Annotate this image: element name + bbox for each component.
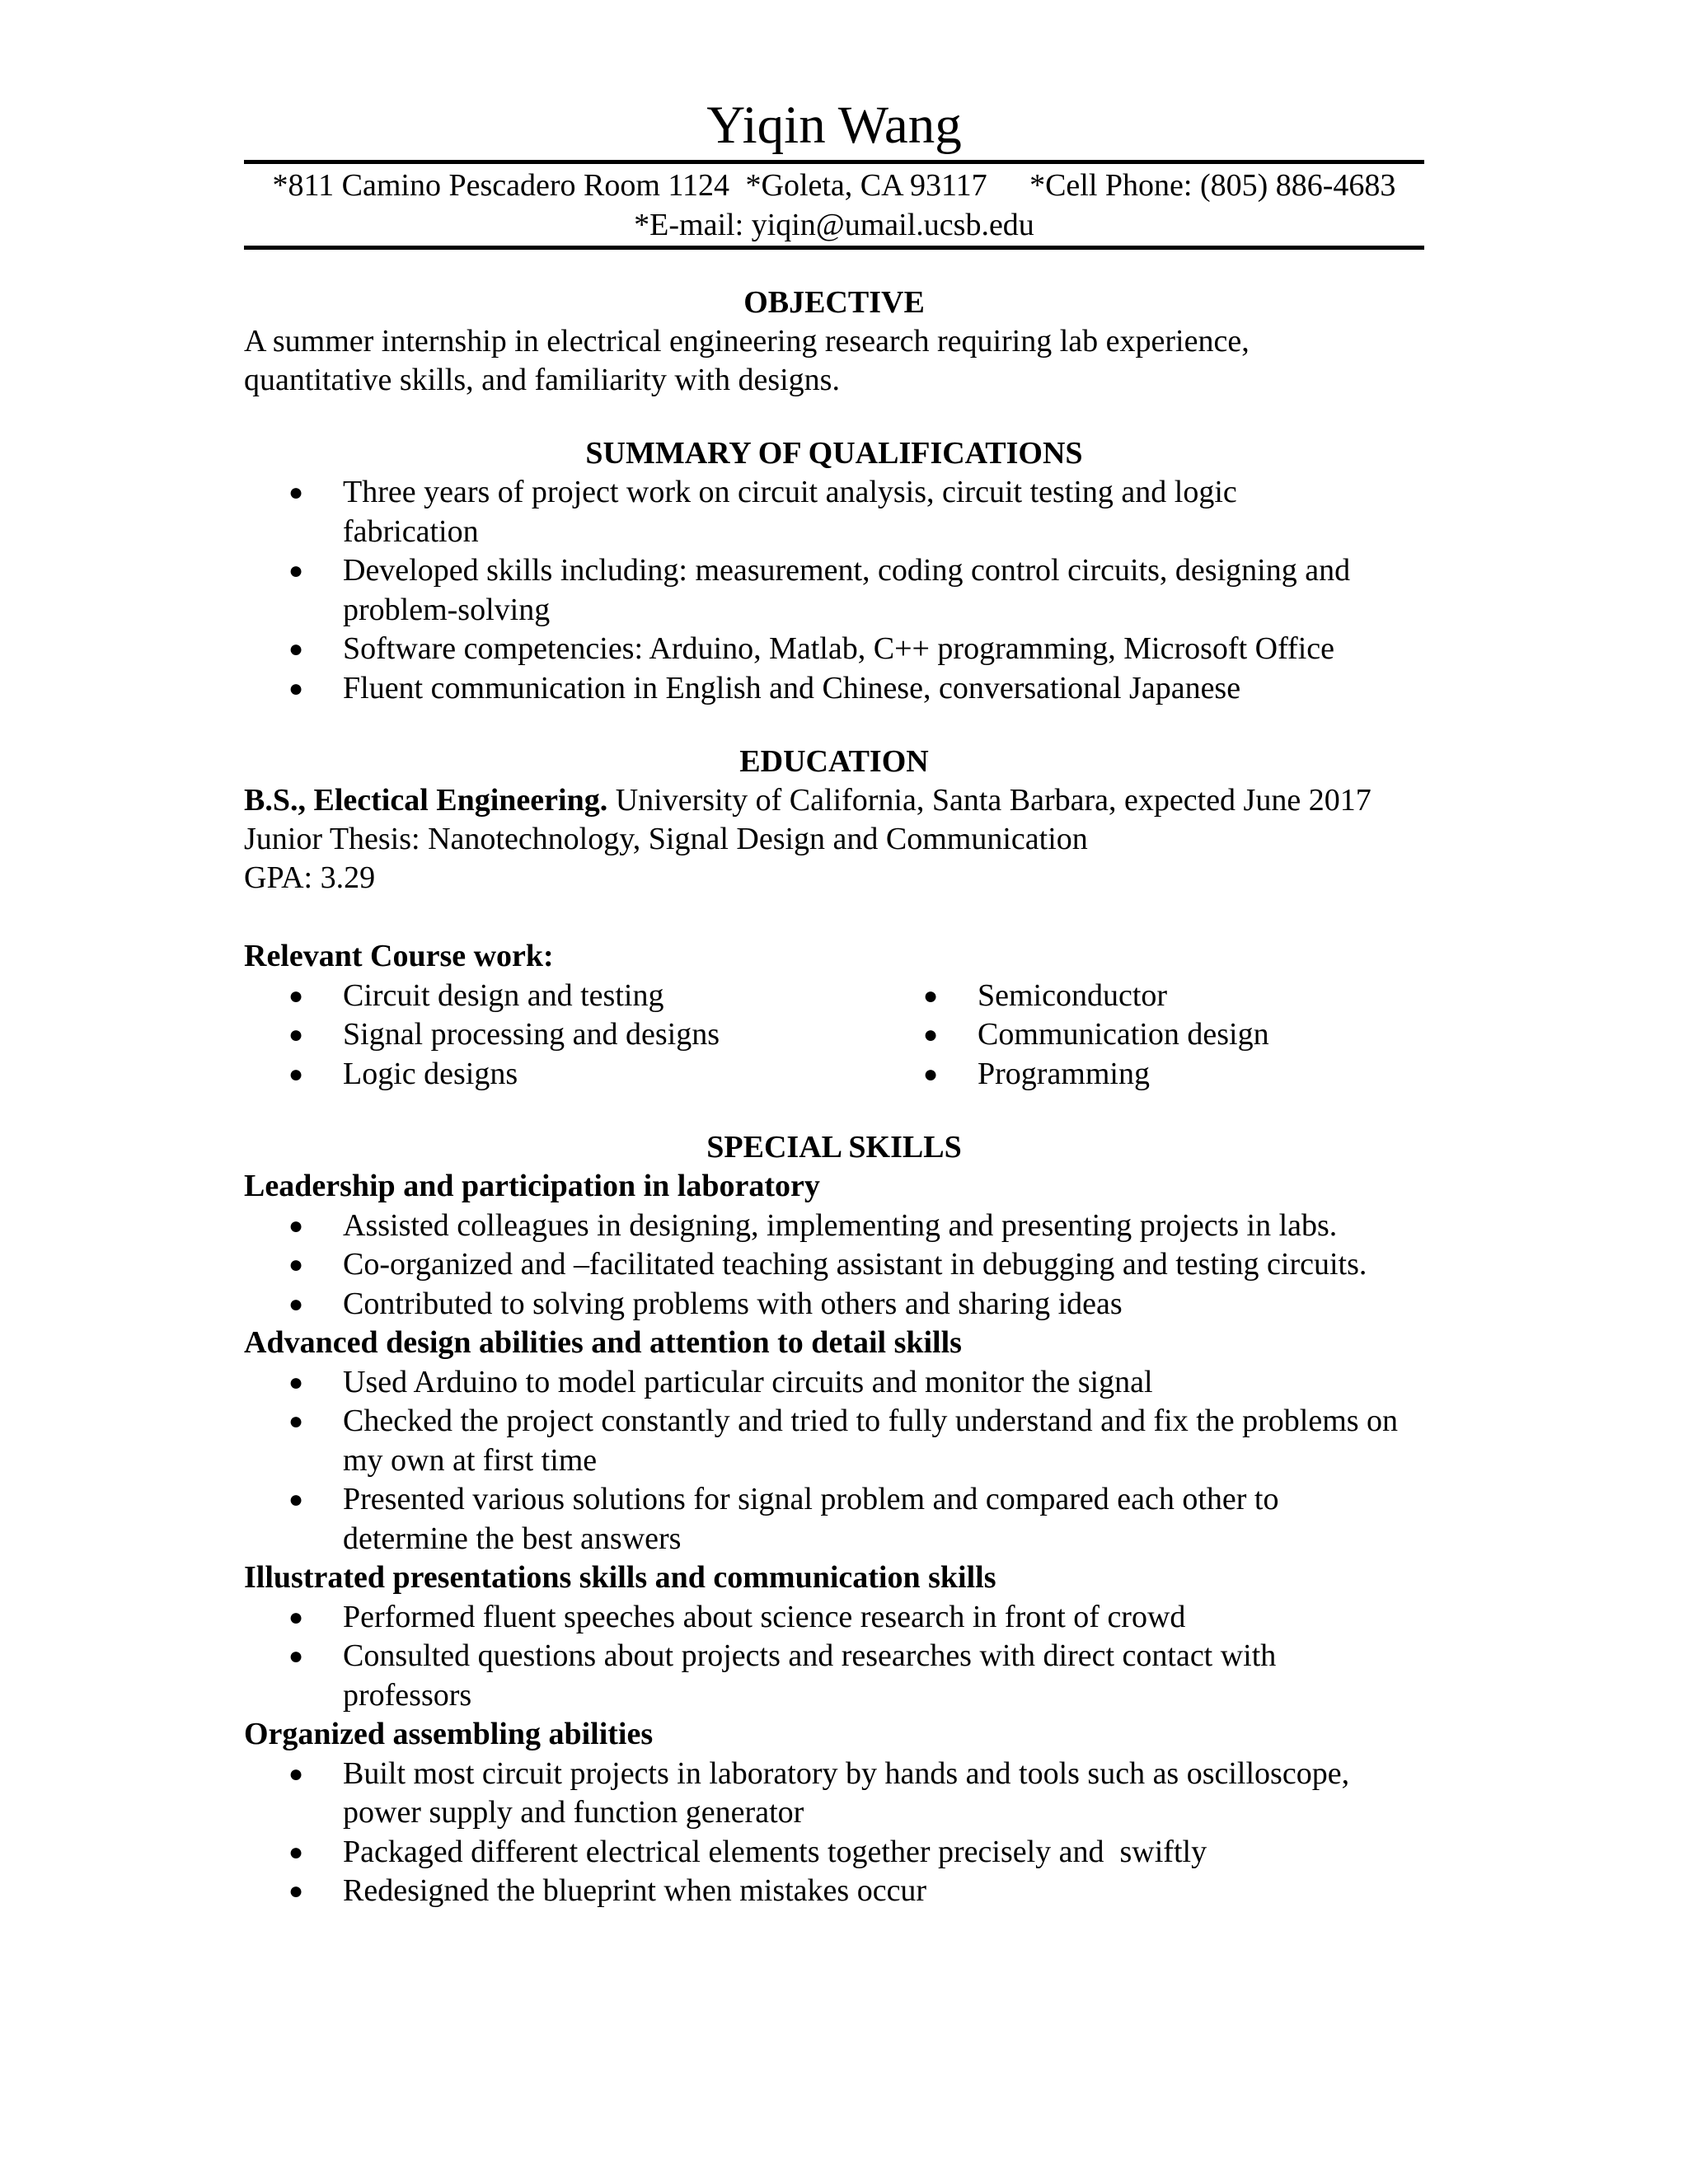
list-item-text: Co-organized and –facilitated teaching assistant in debugging and testing circuits.: [343, 1247, 1367, 1282]
list-item-text: Semiconductor: [978, 977, 1168, 1013]
list-item-text: Performed fluent speeches about science research in front of crowd: [343, 1599, 1186, 1634]
list-item-text: Presented various solutions for signal problem and compared each other to determine the best answers: [343, 1482, 1279, 1556]
skills-group-heading: Advanced design abilities and attention to detail skills: [244, 1325, 962, 1360]
skills-group-list: [244, 1363, 1424, 1559]
bullet-icon: ●: [288, 1838, 304, 1866]
list-item: [879, 977, 1424, 1016]
list-item: [244, 977, 879, 1016]
coursework-columns: [244, 977, 1424, 1094]
header-bottom-rule: [244, 246, 1424, 250]
summary-section: [244, 434, 1424, 708]
school-text: University of California, Santa Barbara, expected June 2017: [607, 783, 1372, 818]
bullet-icon: ●: [288, 982, 304, 1010]
list-item-text: Used Arduino to model particular circuits and monitor the signal: [343, 1364, 1153, 1399]
contact-line-2: [244, 205, 1424, 245]
skills-section: [244, 1127, 1424, 1911]
email-text: *E-mail: yiqin@umail.ucsb.edu: [634, 208, 1034, 242]
bullet-icon: ●: [288, 557, 304, 584]
bullet-icon: ●: [288, 674, 304, 702]
skills-group-list: [244, 1207, 1424, 1324]
list-item-text: Developed skills including: measurement, coding control circuits, designing and problem-solving: [343, 553, 1351, 627]
list-item-text: Built most circuit projects in laboratory by hands and tools such as oscilloscope, power supply and function generator: [343, 1755, 1350, 1830]
thesis-text: Junior Thesis: Nanotechnology, Signal Design and Communication: [244, 822, 1088, 856]
skills-group-list: [244, 1755, 1424, 1911]
list-item-text: Consulted questions about projects and researches with direct contact with professors: [343, 1638, 1277, 1713]
list-item-text: Three years of project work on circuit analysis, circuit testing and logic fabrication: [343, 475, 1237, 549]
list-item-text: Fluent communication in English and Chinese, conversational Japanese: [343, 670, 1241, 705]
coursework-left-list: [244, 977, 879, 1094]
skills-group-heading: Leadership and participation in laboratory: [244, 1169, 820, 1203]
list-item: [244, 1015, 879, 1055]
list-item-text: Logic designs: [343, 1056, 518, 1091]
contact-line-1: [244, 166, 1424, 205]
list-item: [244, 1598, 1424, 1638]
list-item: [244, 1637, 1299, 1715]
list-item-text: Signal processing and designs: [343, 1017, 720, 1052]
list-item-text: Software competencies: Arduino, Matlab, C++ programming, Microsoft Office: [343, 631, 1334, 666]
bullet-icon: ●: [288, 1643, 304, 1670]
header-top-rule: [244, 160, 1424, 164]
list-item: [244, 1245, 1424, 1285]
list-item: [244, 473, 1291, 551]
list-item: [244, 1055, 879, 1094]
list-item-text: Programming: [978, 1056, 1150, 1091]
bullet-icon: ●: [288, 1212, 304, 1240]
bullet-icon: ●: [288, 1760, 304, 1788]
bullet-icon: ●: [288, 635, 304, 663]
list-item: [244, 1833, 1424, 1872]
list-item: [244, 1363, 1424, 1403]
list-item-text: Contributed to solving problems with others and sharing ideas: [343, 1286, 1123, 1321]
objective-section: [244, 283, 1424, 400]
bullet-icon: ●: [288, 1877, 304, 1905]
summary-title: SUMMARY OF QUALIFICATIONS: [585, 436, 1083, 471]
list-item-text: Packaged different electrical elements together precisely and swiftly: [343, 1834, 1207, 1869]
skills-group-heading: Organized assembling abilities: [244, 1717, 654, 1751]
list-item: [244, 630, 1424, 669]
education-section: [244, 742, 1424, 1094]
bullet-icon: ●: [923, 982, 939, 1010]
list-item: [244, 1402, 1414, 1480]
bullet-icon: ●: [288, 1021, 304, 1048]
skills-group-heading: Illustrated presentations skills and communication skills: [244, 1560, 996, 1595]
list-item: [244, 551, 1373, 630]
bullet-icon: ●: [288, 1060, 304, 1088]
list-item: [244, 1872, 1424, 1911]
list-item: [244, 669, 1424, 709]
phone-text: *Cell Phone: (805) 886-4683: [1029, 168, 1396, 203]
list-item-text: Communication design: [978, 1017, 1269, 1052]
list-item: [244, 1755, 1398, 1833]
objective-title: OBJECTIVE: [743, 285, 925, 320]
bullet-icon: ●: [923, 1021, 939, 1048]
coursework-right-column: [879, 977, 1424, 1094]
education-title: EDUCATION: [739, 744, 929, 779]
list-item-text: Assisted colleagues in designing, implementing and presenting projects in labs.: [343, 1207, 1338, 1243]
list-item: [244, 1285, 1424, 1324]
bullet-icon: ●: [288, 1486, 304, 1513]
gpa-text: GPA: 3.29: [244, 860, 376, 895]
list-item-text: Circuit design and testing: [343, 977, 664, 1013]
list-item-text: Redesigned the blueprint when mistakes occur: [343, 1873, 927, 1908]
coursework-left-column: [244, 977, 879, 1094]
degree-text: B.S., Electical Engineering.: [244, 783, 608, 818]
objective-text: A summer internship in electrical engineering research requiring lab experience, quantitative skills, and familiarity with designs.: [244, 324, 1250, 397]
list-item: [244, 1480, 1291, 1558]
coursework-right-list: [879, 977, 1424, 1094]
bullet-icon: ●: [288, 1368, 304, 1396]
degree-line: [244, 781, 1424, 820]
bullet-icon: ●: [288, 1290, 304, 1318]
coursework-label: Relevant Course work:: [244, 939, 554, 973]
skills-title: SPECIAL SKILLS: [706, 1130, 962, 1165]
candidate-name: Yiqin Wang: [706, 96, 962, 155]
list-item: [244, 1207, 1424, 1246]
list-item: [879, 1015, 1424, 1055]
resume-page: [244, 91, 1424, 1911]
bullet-icon: ●: [288, 1603, 304, 1631]
bullet-icon: ●: [288, 1251, 304, 1278]
bullet-icon: ●: [923, 1060, 939, 1088]
bullet-icon: ●: [288, 479, 304, 506]
bullet-icon: ●: [288, 1408, 304, 1435]
list-item: [879, 1055, 1424, 1094]
city-text: *Goleta, CA 93117: [745, 168, 987, 203]
address-text: *811 Camino Pescadero Room 1124: [272, 168, 729, 203]
skills-group-list: [244, 1598, 1424, 1716]
summary-list: [244, 473, 1424, 708]
list-item-text: Checked the project constantly and tried to fully understand and fix the problems on my own at first time: [343, 1404, 1399, 1478]
